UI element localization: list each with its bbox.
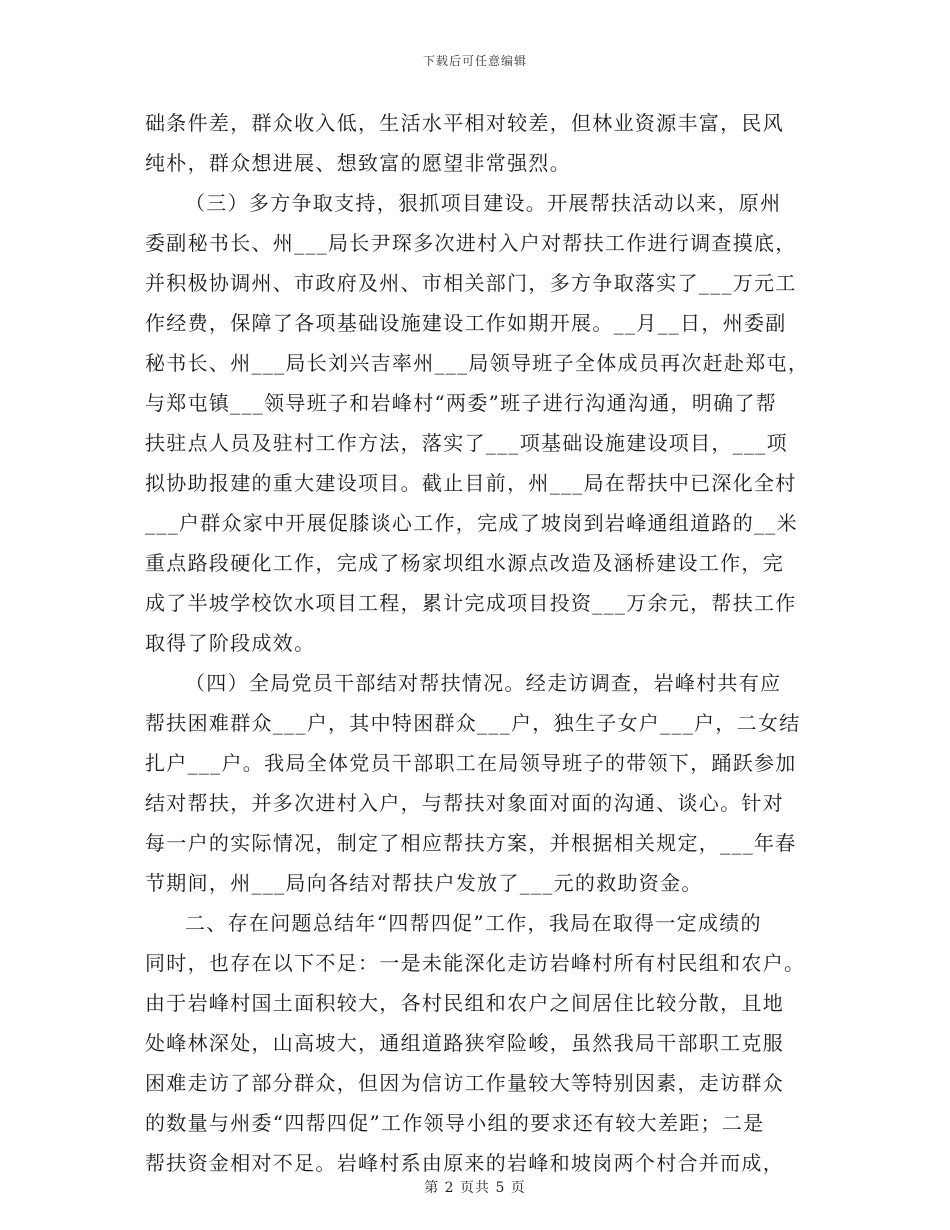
text-line: 拟协助报建的重大建设项目。截止目前，州___局在帮扶中已深化全村 (145, 471, 797, 495)
text-line: 每一户的实际情况，制定了相应帮扶方案，并根据相关规定，___年春 (145, 831, 797, 855)
text-line: 秘书长、州___局长刘兴吉率州___局领导班子全体成员再次赶赴郑屯， (145, 351, 810, 375)
text-line: 的数量与州委“四帮四促”工作领导小组的要求还有较大差距；二是 (145, 1111, 765, 1135)
text-line: 与郑屯镇___领导班子和岩峰村“两委”班子进行沟通沟通，明确了帮 (145, 391, 778, 415)
text-line: 成了半坡学校饮水项目工程，累计完成项目投资___万余元，帮扶工作 (145, 591, 797, 615)
text-line: ___户群众家中开展促膝谈心工作，完成了坡岗到岩峰通组道路的__米 (145, 511, 798, 535)
paragraph-start-line: （四）全局党员干部结对帮扶情况。经走访调查，岩峰村共有应 (185, 671, 782, 695)
text-line: 扎户___户。我局全体党员干部职工在局领导班子的带领下，踊跃参加 (145, 751, 797, 775)
paragraph-start-line: （三）多方争取支持，狠抓项目建设。开展帮扶活动以来，原州 (185, 191, 782, 215)
text-line: 并积极协调州、市政府及州、市相关部门，多方争取落实了___万元工 (145, 271, 797, 295)
text-line: 重点路段硬化工作，完成了杨家坝组水源点改造及涵桥建设工作，完 (145, 551, 784, 575)
text-line: 作经费，保障了各项基础设施建设工作如期开展。__月__日，州委副 (145, 311, 787, 335)
text-line: 扶驻点人员及驻村工作方法，落实了___项基础设施建设项目，___项 (145, 431, 788, 455)
page-number-footer: 第 2 页共 5 页 (424, 1180, 526, 1196)
page-header: 下载后可任意编辑 (422, 54, 527, 68)
document-body (145, 103, 813, 1183)
text-line: 由于岩峰村国土面积较大，各村民组和农户之间居住比较分散，且地 (145, 991, 784, 1015)
text-line: 困难走访了部分群众，但因为信访工作量较大等特别因素，走访群众 (145, 1071, 784, 1095)
text-line: 同时，也存在以下不足：一是未能深化走访岩峰村所有村民组和农户。 (145, 951, 806, 975)
text-line: 帮扶资金相对不足。岩峰村系由原来的岩峰和坡岗两个村合并而成， (145, 1151, 784, 1175)
text-line: 委副秘书长、州___局长尹琛多次进村入户对帮扶工作进行调查摸底， (145, 231, 797, 255)
text-line: 取得了阶段成效。 (145, 631, 316, 655)
text-line: 处峰林深处，山高坡大，通组道路狭窄险峻，虽然我局干部职工克服 (145, 1031, 784, 1055)
text-line: 纯朴，群众想进展、想致富的愿望非常强烈。 (145, 151, 571, 175)
text-line: 节期间，州___局向各结对帮扶户发放了___元的救助资金。 (145, 871, 703, 895)
paragraph-start-line: 二、存在问题总结年“四帮四促”工作，我局在取得一定成绩的 (185, 911, 762, 935)
text-line: 础条件差，群众收入低，生活水平相对较差，但林业资源丰富，民风 (145, 111, 784, 135)
text-line: 帮扶困难群众___户，其中特困群众___户，独生子女户___户，二女结 (145, 711, 801, 735)
text-line: 结对帮扶，并多次进村入户，与帮扶对象面对面的沟通、谈心。针对 (145, 791, 784, 815)
